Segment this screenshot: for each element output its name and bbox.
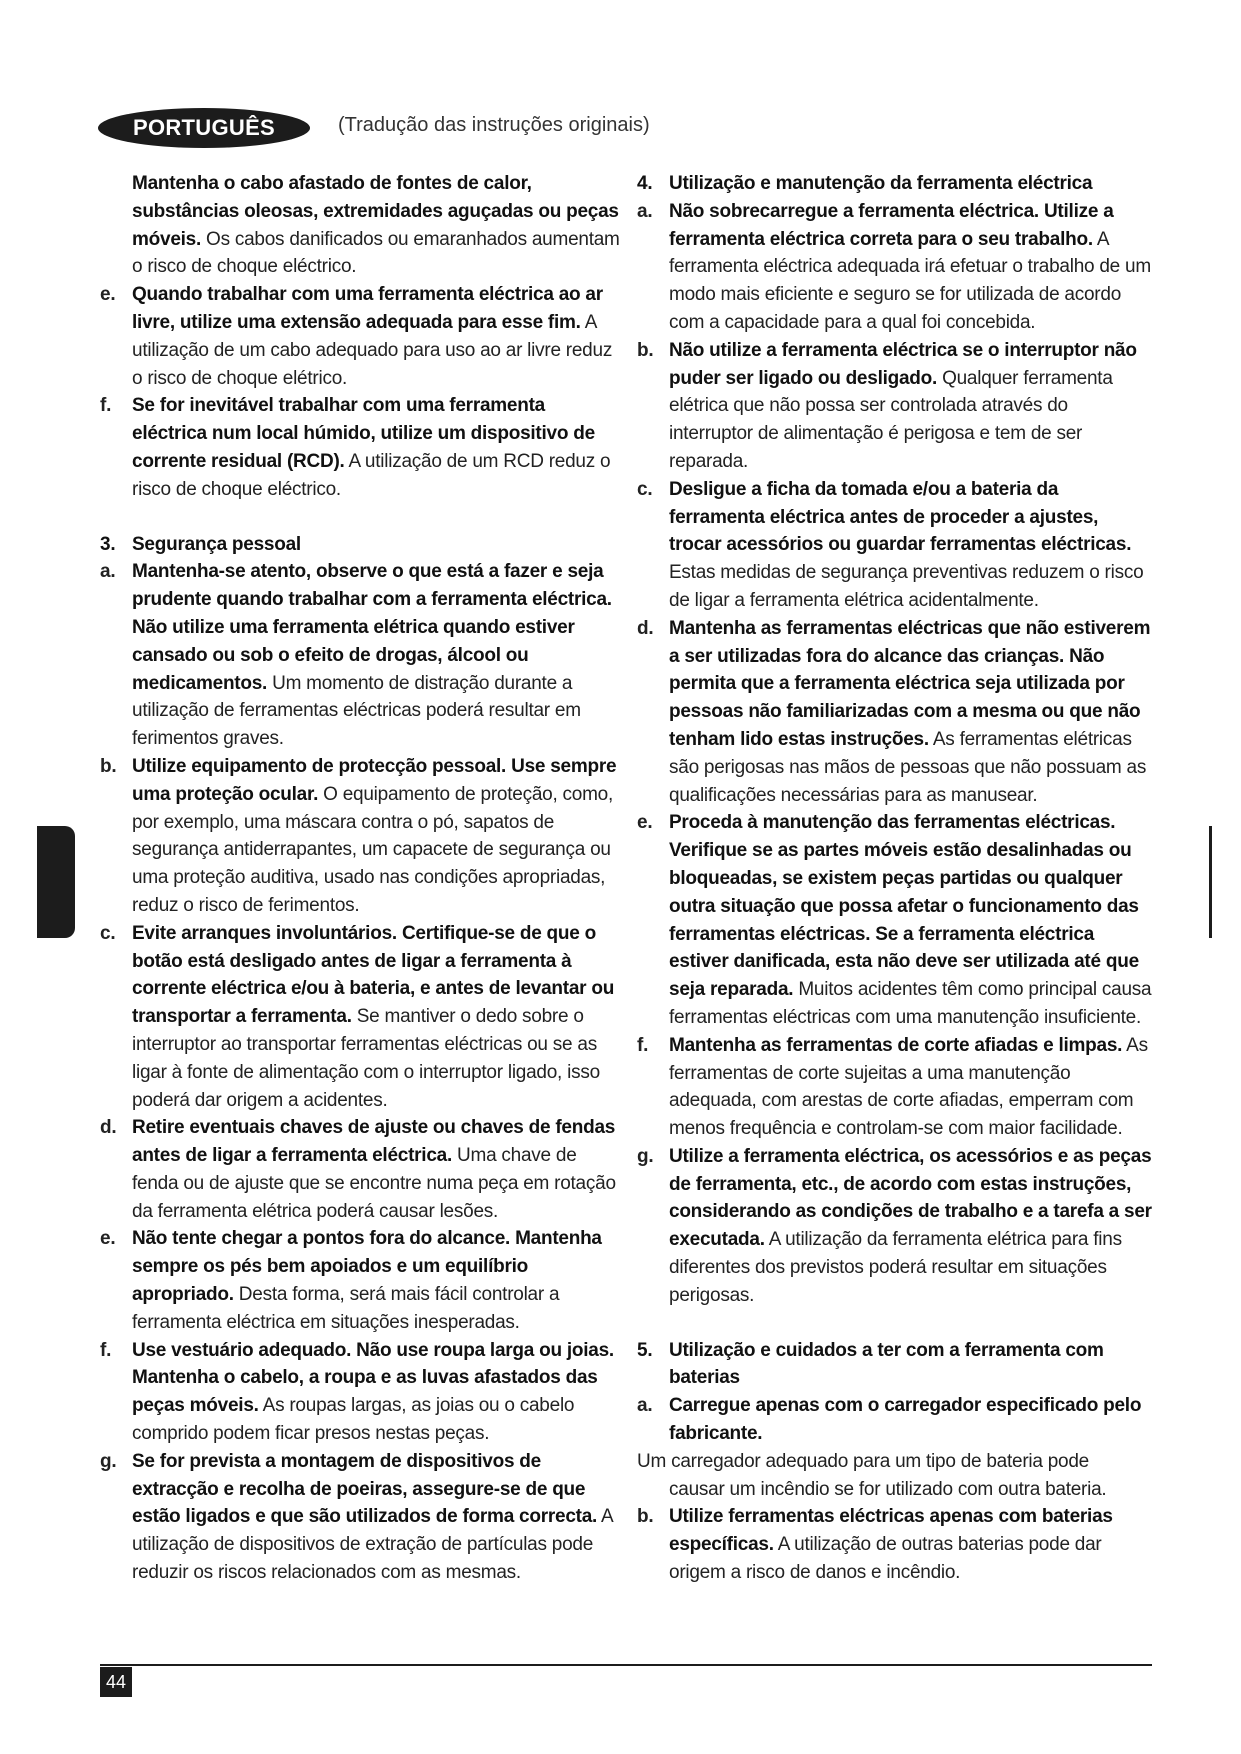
- item-label: a.: [637, 1395, 653, 1417]
- item-label: e.: [100, 284, 116, 306]
- item-text: A utilização de um cabo adequado para uso ao ar livre reduz o risco de choque elétrico.: [132, 311, 613, 389]
- language-badge: PORTUGUÊS: [98, 108, 310, 148]
- item-4a: [637, 198, 1152, 337]
- item-text: A utilização de outras baterias pode dar origem a risco de danos e incêndio.: [669, 1534, 1102, 1584]
- section-number: 5.: [637, 1339, 653, 1361]
- item-text: A utilização da ferramenta elétrica para fins diferentes dos previstos poderá resultar em situações perigosas.: [669, 1229, 1122, 1306]
- item-3c: [100, 920, 620, 1115]
- item-label: g.: [100, 1450, 117, 1472]
- item-5a: [637, 1392, 1152, 1448]
- right-edge-marker: [1209, 826, 1212, 938]
- section-number: 4.: [637, 173, 653, 194]
- item-text: Desta forma, será mais fácil controlar a ferramenta eléctrica em situações inesperadas.: [132, 1284, 560, 1333]
- item-bold-text: Mantenha-se atento, observe o que está a fazer e seja prudente quando trabalhar com a ferramenta eléctrica. Não utilize uma ferramenta elétrica quando estiver cansado ou sob o efeito de drogas, álcool ou medicamentos.: [132, 561, 612, 694]
- section-title: Segurança pessoal: [132, 533, 301, 555]
- item-text: As ferramentas de corte sujeitas a uma manutenção adequada, com arestas de corte afiadas, emperram com menos frequência e controlam-se com maior facilidade.: [669, 1034, 1148, 1140]
- item-label: g.: [637, 1145, 654, 1167]
- left-column: [100, 170, 620, 1587]
- item-4c: [637, 476, 1152, 615]
- item-text: Os cabos danificados ou emaranhados aumentam o risco de choque eléctrico.: [132, 228, 620, 278]
- item-label: e.: [637, 812, 653, 834]
- item-text: Um momento de distração durante a utilização de ferramentas eléctricas poderá resultar em ferimentos graves.: [132, 672, 581, 750]
- section-title: Utilização e manutenção da ferramenta eléctrica: [669, 173, 1093, 194]
- item-text: Um carregador adequado para um tipo de bateria pode: [637, 1450, 1089, 1472]
- item-text: As ferramentas elétricas são perigosas nas mãos de pessoas que não possuam as qualificações necessárias para as manusear.: [669, 728, 1147, 806]
- item-4f: [637, 1032, 1152, 1143]
- section-heading-3: [100, 531, 620, 559]
- item-4b: [637, 337, 1152, 476]
- translation-subtitle: (Tradução das instruções originais): [338, 114, 650, 136]
- item-label: a.: [637, 200, 653, 222]
- item-3a: [100, 558, 620, 753]
- item-text: A ferramenta eléctrica adequada irá efetuar o trabalho de um modo mais eficiente e seguro se for utilizada de acordo com a capacidade para a qual foi concebida.: [669, 228, 1151, 333]
- item-3b: [100, 753, 620, 920]
- item-text: Estas medidas de segurança preventivas reduzem o risco de ligar a ferramenta elétrica acidentalmente.: [669, 562, 1144, 611]
- page-number: 44: [100, 1667, 132, 1697]
- item-text: Se mantiver o dedo sobre o interruptor ao transportar ferramentas eléctricas ou se as ligar à fonte de alimentação com o interruptor ligado, isso poderá dar origem a acidentes.: [132, 1006, 600, 1111]
- footer-rule: [100, 1664, 1152, 1666]
- item-text: causar um incêndio se for utilizado com outra bateria.: [669, 1478, 1107, 1500]
- section-heading-4: [637, 170, 1152, 198]
- item-bold-text: Mantenha as ferramentas de corte afiadas e limpas.: [669, 1034, 1123, 1056]
- item-label: f.: [637, 1034, 649, 1056]
- item-4e: [637, 809, 1152, 1031]
- item-bold-text: Mantenha as ferramentas eléctricas que não estiverem a ser utilizadas fora do alcance das crianças. Não permita que a ferramenta eléctrica seja utilizada por pessoas não familiarizadas com a mesma ou que não tenham lido estas instruções.: [669, 617, 1151, 750]
- item-text: As roupas largas, as joias ou o cabelo comprido podem ficar presos nestas peças.: [132, 1395, 575, 1445]
- item-f: [100, 392, 620, 503]
- item-label: b.: [637, 1506, 654, 1528]
- item-bold-text: Mantenha o cabo afastado de fontes de calor, substâncias oleosas, extremidades aguçadas ou peças móveis.: [132, 173, 619, 250]
- item-text: A utilização de um RCD reduz o risco de choque eléctrico.: [132, 450, 611, 500]
- item-3g: [100, 1448, 620, 1587]
- item-text: Qualquer ferramenta elétrica que não possa ser controlada através do interruptor de alimentação é perigosa e tem de ser reparada.: [669, 367, 1113, 472]
- item-label: d.: [100, 1117, 117, 1139]
- item-bold-text: Quando trabalhar com uma ferramenta eléctrica ao ar livre, utilize uma extensão adequada para esse fim.: [132, 284, 603, 333]
- item-3d: [100, 1114, 620, 1225]
- section-number: 3.: [100, 533, 116, 555]
- item-label: f.: [100, 1339, 112, 1361]
- item-text: Muitos acidentes têm como principal causa ferramentas eléctricas com uma manutenção insuficiente.: [669, 979, 1152, 1028]
- item-4g: [637, 1143, 1152, 1310]
- item-label: e.: [100, 1228, 116, 1250]
- item-bold-text: Se for inevitável trabalhar com uma ferramenta eléctrica num local húmido, utilize um dispositivo de corrente residual (RCD).: [132, 395, 595, 472]
- item-text: A utilização de dispositivos de extração de partículas pode reduzir os riscos relacionados com as mesmas.: [132, 1506, 613, 1584]
- item-bold-text: Não utilize a ferramenta eléctrica se o interruptor não puder ser ligado ou desligado.: [669, 339, 1137, 389]
- item-bold-text: Evite arranques involuntários. Certifique-se de que o botão está desligado antes de ligar a ferramenta à corrente eléctrica e/ou à bateria, e antes de levantar ou transportar a ferramenta.: [132, 922, 615, 1028]
- item-continued: [100, 170, 620, 281]
- section-title: Utilização e cuidados a ter com a ferramenta com baterias: [669, 1339, 1104, 1389]
- item-label: c.: [100, 922, 116, 944]
- item-bold-text: Não sobrecarregue a ferramenta eléctrica. Utilize a ferramenta eléctrica correta para o seu trabalho.: [669, 200, 1114, 250]
- item-3f: [100, 1337, 620, 1448]
- item-bold-text: Carregue apenas com o carregador especificado pelo fabricante.: [669, 1395, 1142, 1445]
- item-bold-text: Retire eventuais chaves de ajuste ou chaves de fendas antes de ligar a ferramenta eléctrica.: [132, 1117, 616, 1167]
- item-bold-text: Utilize ferramentas eléctricas apenas com baterias específicas.: [669, 1506, 1113, 1556]
- item-text: O equipamento de proteção, como, por exemplo, uma máscara contra o pó, sapatos de segurança antiderrapantes, um capacete de segurança ou uma proteção auditiva, usado nas condições apropriadas, reduz o risco de ferimentos.: [132, 783, 614, 916]
- item-label: b.: [637, 339, 654, 361]
- item-bold-text: Desligue a ficha da tomada e/ou a bateria da ferramenta eléctrica antes de proceder a ajustes, trocar acessórios ou guardar ferramentas eléctricas.: [669, 478, 1132, 556]
- item-5a-text: [637, 1448, 1152, 1504]
- item-3e: [100, 1225, 620, 1336]
- side-tab-marker: [37, 826, 75, 938]
- item-label: c.: [637, 478, 653, 500]
- item-label: b.: [100, 755, 117, 777]
- item-bold-text: Use vestuário adequado. Não use roupa larga ou joias. Mantenha o cabelo, a roupa e as luvas afastados das peças móveis.: [132, 1339, 614, 1417]
- right-column: [637, 170, 1152, 1587]
- section-heading-5: [637, 1337, 1152, 1393]
- item-label: a.: [100, 561, 116, 583]
- item-bold-text: Proceda à manutenção das ferramentas eléctricas. Verifique se as partes móveis estão desalinhadas ou bloqueadas, se existem peças partidas ou qualquer outra situação que possa afetar o funcionamento das ferramentas eléctricas. Se a ferramenta eléctrica estiver danificada, esta não deve ser utilizada até que seja reparada.: [669, 812, 1139, 1001]
- item-label: f.: [100, 395, 112, 417]
- item-text: Uma chave de fenda ou de ajuste que se encontre numa peça em rotação da ferramenta elétrica poderá causar lesões.: [132, 1145, 616, 1222]
- item-bold-text: Utilize a ferramenta eléctrica, os acessórios e as peças de ferramenta, etc., de acordo com estas instruções, considerando as condições de trabalho e a tarefa a ser executada.: [669, 1145, 1152, 1251]
- item-bold-text: Utilize equipamento de protecção pessoal. Use sempre uma proteção ocular.: [132, 755, 617, 805]
- item-bold-text: Não tente chegar a pontos fora do alcance. Mantenha sempre os pés bem apoiados e um equilíbrio apropriado.: [132, 1228, 602, 1306]
- item-e: [100, 281, 620, 392]
- item-label: d.: [637, 617, 654, 639]
- item-bold-text: Se for prevista a montagem de dispositivos de extracção e recolha de poeiras, assegure-se de que estão ligados e que são utilizados de forma correcta.: [132, 1450, 598, 1528]
- item-5b: [637, 1503, 1152, 1586]
- item-4d: [637, 615, 1152, 810]
